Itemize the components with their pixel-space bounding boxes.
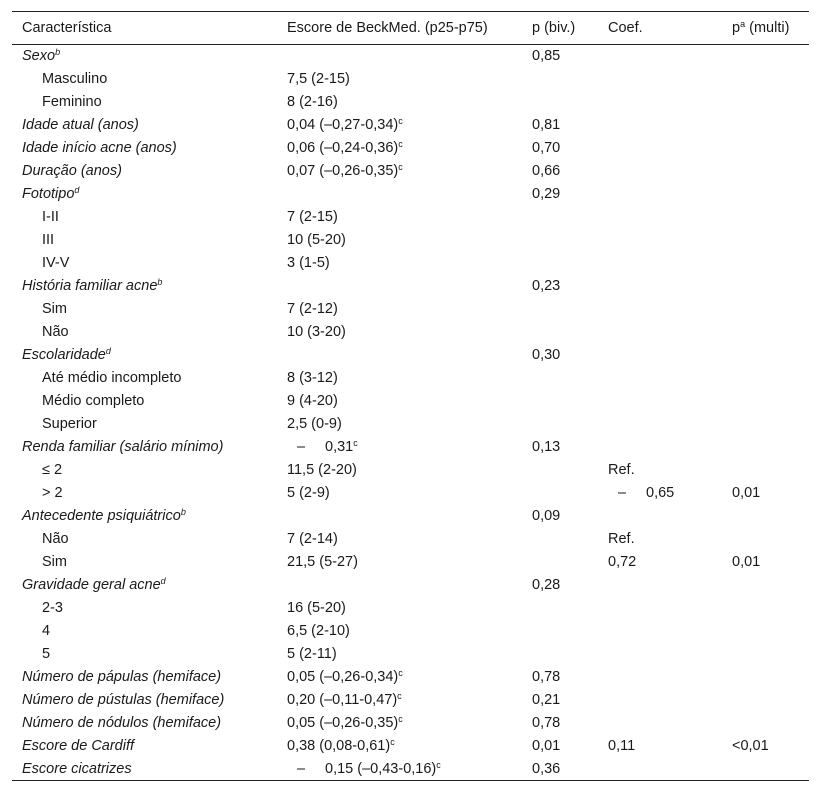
row-label-text: Antecedente psiquiátrico — [22, 508, 181, 524]
table-row — [12, 68, 809, 91]
row-score — [277, 137, 522, 160]
table-row — [12, 758, 809, 781]
row-p-multi — [722, 367, 809, 390]
row-coef — [598, 252, 722, 275]
row-p-biv — [522, 597, 598, 620]
row-score: 10 (3-20) — [287, 324, 346, 340]
row-score-text: 0,05 (–0,26-0,35) — [287, 715, 399, 731]
row-label: Número de pústulas (hemiface) — [22, 692, 225, 708]
row-score-text: 0,06 (–0,24-0,36) — [287, 140, 399, 156]
row-p-biv: 0,78 — [532, 715, 561, 731]
row-coef — [598, 206, 722, 229]
row-p-biv: 0,30 — [532, 347, 561, 363]
row-p-multi — [722, 183, 809, 206]
row-coef — [598, 413, 722, 436]
row-label: Sim — [42, 554, 67, 570]
row-label: Escore de Cardiff — [22, 738, 135, 754]
row-p-biv — [522, 321, 598, 344]
row-label-text: Escolaridade — [22, 347, 106, 363]
row-p-multi — [722, 275, 809, 298]
minus-sign: – — [297, 439, 306, 455]
row-score: 9 (4-20) — [287, 393, 338, 409]
row-p-biv — [522, 390, 598, 413]
row-coef — [598, 137, 722, 160]
row-p-multi — [722, 229, 809, 252]
row-p-biv — [522, 91, 598, 114]
row-label: Renda familiar (salário mínimo) — [22, 439, 224, 455]
row-label: Idade atual (anos) — [22, 117, 139, 133]
table-row — [12, 413, 809, 436]
row-label — [12, 183, 277, 206]
row-label — [12, 505, 277, 528]
row-label: IV-V — [42, 255, 70, 271]
row-score: 16 (5-20) — [287, 600, 346, 616]
table-row — [12, 390, 809, 413]
row-score: 7 (2-12) — [287, 301, 338, 317]
row-p-multi — [722, 252, 809, 275]
row-p-biv: 0,13 — [532, 439, 561, 455]
table-row — [12, 344, 809, 367]
row-p-biv — [522, 413, 598, 436]
row-score-text: 0,20 (–0,11-0,47) — [287, 692, 398, 708]
row-p-biv: 0,36 — [522, 758, 598, 781]
row-label: Número de pápulas (hemiface) — [22, 669, 222, 685]
row-p-multi — [722, 666, 809, 689]
table-row — [12, 321, 809, 344]
row-score-text: 0,31 — [325, 439, 354, 455]
row-p-biv: 0,28 — [532, 577, 561, 593]
row-score — [277, 689, 522, 712]
row-p-biv — [522, 620, 598, 643]
row-p-biv: 0,23 — [532, 278, 561, 294]
row-p-multi — [722, 68, 809, 91]
row-label — [12, 45, 277, 68]
row-score — [277, 505, 522, 528]
row-label-text: Sexo — [22, 48, 56, 65]
row-coef — [598, 689, 722, 712]
row-score — [277, 160, 522, 183]
row-coef — [598, 390, 722, 413]
row-score: 7 (2-14) — [287, 531, 338, 547]
row-score: 7 (2-15) — [287, 209, 338, 225]
header-p-multi — [722, 12, 809, 45]
row-label-text: Fototipo — [22, 186, 75, 202]
row-score-sup: c — [398, 714, 403, 724]
row-label-sup: d — [105, 346, 111, 356]
row-score — [277, 735, 522, 758]
table-row — [12, 298, 809, 321]
row-coef — [598, 712, 722, 735]
row-label: 2-3 — [42, 600, 63, 616]
row-coef — [598, 114, 722, 137]
row-p-biv — [522, 298, 598, 321]
row-p-biv: 0,21 — [532, 692, 561, 708]
row-score-sup: c — [398, 668, 403, 678]
row-p-multi — [722, 160, 809, 183]
row-coef — [598, 45, 722, 68]
table-row — [12, 160, 809, 183]
row-coef: 0,11 — [608, 738, 636, 754]
row-coef — [598, 643, 722, 666]
row-score-sup: c — [353, 438, 358, 448]
row-score — [277, 758, 522, 781]
row-score-text: 0,38 (0,08-0,61) — [287, 738, 391, 754]
row-score: 5 (2-9) — [287, 485, 330, 501]
row-label: 4 — [42, 623, 51, 639]
table-row — [12, 275, 809, 298]
row-p-multi — [722, 45, 809, 68]
table-row — [12, 620, 809, 643]
row-score-text: 0,15 (–0,43-0,16) — [325, 760, 437, 777]
row-label-sup: d — [74, 185, 80, 195]
row-p-multi — [722, 758, 809, 781]
row-score-text: 0,04 (–0,27-0,34) — [287, 117, 399, 133]
row-coef — [598, 275, 722, 298]
row-label: Sim — [42, 301, 67, 317]
row-label: Escore cicatrizes — [12, 758, 277, 781]
row-coef — [598, 505, 722, 528]
row-coef — [598, 666, 722, 689]
row-score — [277, 712, 522, 735]
row-score — [277, 275, 522, 298]
row-score: 10 (5-20) — [287, 232, 346, 248]
row-coef — [598, 298, 722, 321]
row-label: Duração (anos) — [22, 163, 122, 179]
row-p-multi — [722, 574, 809, 597]
row-coef — [598, 758, 722, 781]
header-coef: Coef. — [598, 12, 722, 45]
row-p-multi — [722, 344, 809, 367]
row-score: 21,5 (5-27) — [287, 554, 358, 570]
row-label-text: História familiar acne — [22, 278, 158, 294]
row-coef — [598, 597, 722, 620]
table-row — [12, 459, 809, 482]
row-score: 8 (2-16) — [287, 94, 338, 110]
row-p-biv: 0,70 — [532, 140, 561, 156]
row-label: Não — [42, 324, 69, 340]
row-p-biv: 0,29 — [532, 186, 561, 202]
table-row — [12, 666, 809, 689]
row-label: I-II — [42, 209, 59, 225]
minus-sign: – — [297, 760, 306, 777]
row-coef — [598, 344, 722, 367]
row-score-sup: c — [436, 759, 441, 770]
row-score — [277, 436, 522, 459]
row-p-biv — [522, 459, 598, 482]
table-row — [12, 643, 809, 666]
row-score — [277, 114, 522, 137]
table-row — [12, 735, 809, 758]
row-score: 2,5 (0-9) — [287, 416, 342, 432]
row-score: 5 (2-11) — [287, 646, 337, 662]
row-coef — [598, 574, 722, 597]
row-p-biv — [522, 528, 598, 551]
row-p-multi — [722, 528, 809, 551]
table-row — [12, 252, 809, 275]
row-score-sup: c — [397, 691, 402, 701]
row-p-multi: 0,01 — [732, 485, 761, 501]
row-label-sup: d — [160, 576, 166, 586]
minus-sign: – — [618, 485, 627, 501]
row-coef — [598, 68, 722, 91]
row-coef — [598, 321, 722, 344]
header-escore: Escore de BeckMed. (p25-p75) — [277, 12, 522, 45]
table-row — [12, 689, 809, 712]
row-score: 7,5 (2-15) — [287, 71, 350, 87]
row-score-sup: c — [398, 116, 403, 126]
row-p-biv: 0,66 — [532, 163, 561, 179]
row-coef: 0,72 — [608, 554, 637, 570]
table-row — [12, 367, 809, 390]
row-label: 5 — [42, 646, 51, 662]
table-row — [12, 91, 809, 114]
row-p-biv: 0,81 — [532, 117, 561, 133]
row-label: > 2 — [42, 485, 63, 501]
row-label: Idade início acne (anos) — [22, 140, 177, 156]
row-p-multi — [722, 712, 809, 735]
row-score-sup: c — [398, 139, 403, 149]
row-p-multi — [722, 390, 809, 413]
row-p-biv — [522, 206, 598, 229]
row-label: Não — [42, 531, 69, 547]
row-p-biv — [522, 68, 598, 91]
row-coef — [598, 91, 722, 114]
row-label: Masculino — [42, 71, 108, 87]
table-row — [12, 528, 809, 551]
row-p-multi: <0,01 — [732, 738, 769, 754]
row-p-multi — [722, 321, 809, 344]
row-label: Até médio incompleto — [42, 370, 182, 386]
row-p-biv — [522, 643, 598, 666]
header-p-multi-sup: a — [740, 19, 746, 29]
row-p-multi — [722, 114, 809, 137]
row-label — [12, 344, 277, 367]
row-p-multi — [722, 137, 809, 160]
results-table — [12, 11, 809, 781]
table-row — [12, 482, 809, 505]
table-row — [12, 206, 809, 229]
row-label-sup: b — [157, 277, 163, 287]
row-p-multi — [722, 597, 809, 620]
header-p-biv: p (biv.) — [522, 12, 598, 45]
row-p-multi — [722, 643, 809, 666]
row-p-biv — [522, 551, 598, 574]
row-coef-text: 0,65 — [646, 485, 675, 501]
row-score-sup: c — [390, 737, 395, 747]
table-header-row — [12, 12, 809, 45]
row-coef — [598, 229, 722, 252]
row-p-multi — [722, 620, 809, 643]
row-p-biv — [522, 482, 598, 505]
row-coef — [598, 367, 722, 390]
row-coef — [598, 183, 722, 206]
header-caracteristica: Característica — [12, 12, 277, 45]
row-p-biv: 0,09 — [532, 508, 561, 524]
row-p-multi — [722, 91, 809, 114]
header-p-multi-p: p — [732, 20, 741, 36]
row-p-multi — [722, 505, 809, 528]
row-label: Número de nódulos (hemiface) — [22, 715, 222, 731]
row-coef: Ref. — [608, 462, 635, 478]
header-p-multi-label: (multi) — [745, 20, 790, 36]
row-coef — [598, 482, 722, 505]
row-score: 6,5 (2-10) — [287, 623, 350, 639]
row-label: ≤ 2 — [42, 462, 63, 478]
row-p-biv — [522, 229, 598, 252]
row-coef — [598, 620, 722, 643]
row-label — [12, 275, 277, 298]
table-row — [12, 137, 809, 160]
row-label: Médio completo — [42, 393, 145, 409]
row-coef — [598, 436, 722, 459]
row-p-multi — [722, 436, 809, 459]
table-row — [12, 597, 809, 620]
table-row — [12, 183, 809, 206]
table-row — [12, 114, 809, 137]
row-score — [277, 666, 522, 689]
table-row — [12, 505, 809, 528]
row-score: 8 (3-12) — [287, 370, 338, 386]
row-label: III — [42, 232, 55, 248]
row-p-biv: 0,01 — [532, 738, 561, 754]
table-row — [12, 436, 809, 459]
row-p-multi — [722, 689, 809, 712]
table-row — [12, 229, 809, 252]
row-score — [277, 574, 522, 597]
table-container — [12, 11, 809, 781]
row-label: Feminino — [42, 94, 102, 110]
row-score: 11,5 (2-20) — [287, 462, 357, 478]
row-p-multi — [722, 298, 809, 321]
table-row — [12, 45, 809, 68]
row-label — [12, 574, 277, 597]
row-score-text: 0,07 (–0,26-0,35) — [287, 163, 399, 179]
row-label-sup: b — [180, 507, 186, 517]
row-label-sup: b — [55, 47, 61, 58]
row-score — [277, 45, 522, 68]
row-score — [277, 344, 522, 367]
row-p-multi — [722, 206, 809, 229]
row-p-biv: 0,78 — [532, 669, 561, 685]
row-coef — [598, 160, 722, 183]
table-row — [12, 574, 809, 597]
table-row — [12, 712, 809, 735]
row-coef: Ref. — [608, 531, 635, 547]
row-p-biv — [522, 367, 598, 390]
row-label: Superior — [42, 416, 97, 432]
row-p-multi — [722, 413, 809, 436]
row-p-biv: 0,85 — [532, 48, 561, 65]
row-score-sup: c — [398, 162, 403, 172]
row-p-biv — [522, 252, 598, 275]
row-score — [277, 183, 522, 206]
row-score-text: 0,05 (–0,26-0,34) — [287, 669, 399, 685]
table-row — [12, 551, 809, 574]
row-score: 3 (1-5) — [287, 255, 330, 271]
row-p-multi: 0,01 — [732, 554, 761, 570]
row-p-multi — [722, 459, 809, 482]
row-label-text: Gravidade geral acne — [22, 577, 161, 593]
